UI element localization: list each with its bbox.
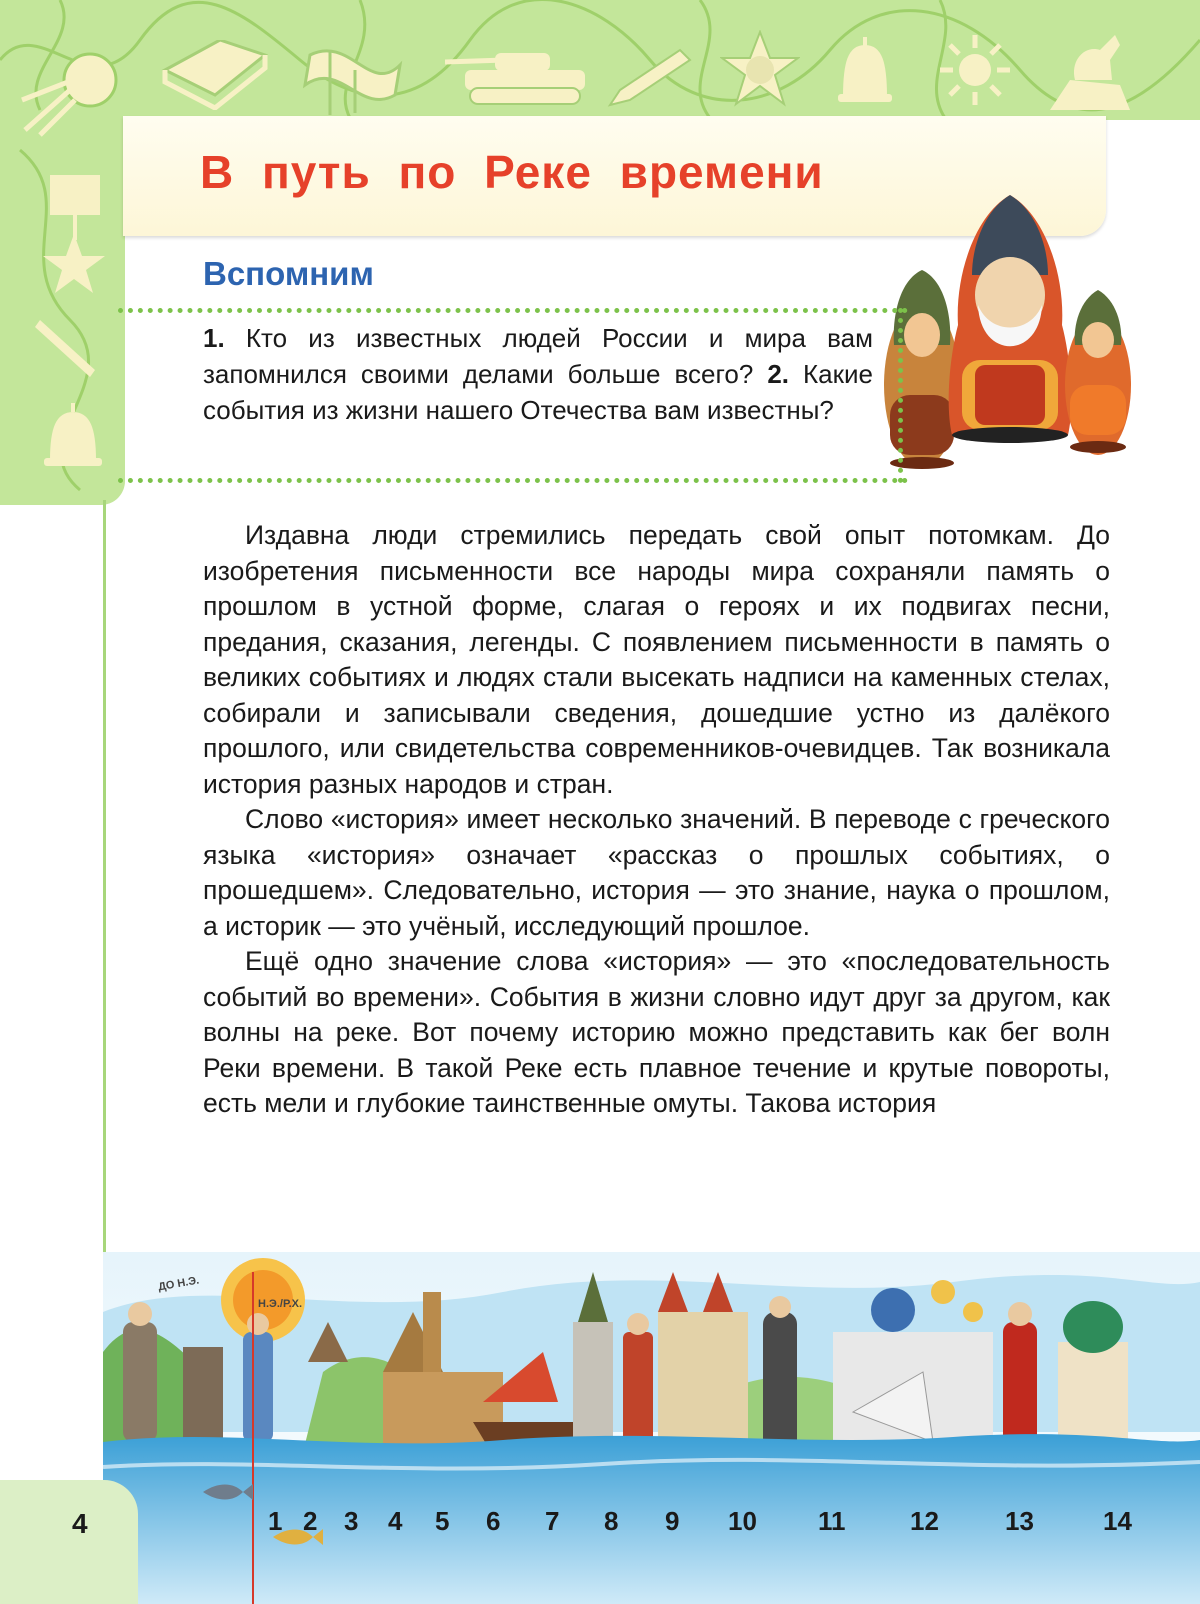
body-text [203, 518, 1110, 1122]
pencil-icon [605, 45, 695, 115]
question-2-number: 2. [767, 359, 789, 389]
paragraph-2: Слово «история» имеет несколько значений. В переводе с греческого языка «история» означает «рассказ о прошлых событиях, о прошедшем». Следовательно, история — это знание, наука о прошлом, а историк — это учёный, исследующий прошлое. [203, 804, 1110, 941]
timeline-number: 9 [665, 1506, 680, 1536]
matryoshka-dolls-image [880, 185, 1140, 470]
bronze-horseman-icon [1040, 25, 1140, 115]
pen-icon [35, 315, 105, 380]
timeline-number: 11 [818, 1506, 846, 1536]
ad-sign: Н.Э./Р.Х. [258, 1298, 303, 1310]
timeline-number: 12 [910, 1506, 939, 1536]
recall-border-top [118, 308, 908, 313]
page-title: В путь по Реке времени [200, 146, 824, 198]
recall-border-bottom [118, 478, 908, 483]
question-1-text: Кто из известных людей России и мира вам запомнился своими делами больше всего? [203, 323, 873, 389]
timeline-number: 14 [1103, 1506, 1132, 1536]
timeline-number: 7 [545, 1506, 560, 1536]
paragraph-3: Ещё одно значение слова «история» — это «последовательность событий во времени». События в жизни словно идут друг за другом, как волны на реке. Вот почему историю можно представить как бег волн Реки времени. В такой Реке есть плавное течение и крутые повороты, есть мели и глубокие таинственные омуты. Такова история [203, 946, 1110, 1118]
bell-icon-small [38, 400, 108, 475]
paragraph-1: Издавна люди стремились передать свой опыт потомкам. До изобретения письменности все народы мира сохраняли память о прошлом в устной форме, слагая о героях и их подвигах песни, предания, сказания, легенды. С появлением письменности в память о великих событиях и людях стали высекать надписи на каменных стелах, собирали и записывали сведения, дошедшие устно из далёкого прошлого, или свидетельства современников-очевидцев. Так возникала история разных народов и стран. [203, 520, 1110, 799]
sun-icon [935, 30, 1015, 110]
ribbon-icon [300, 35, 410, 115]
star-icon [42, 232, 107, 297]
timeline-number: 3 [344, 1506, 359, 1536]
question-2-text: Какие события из жизни нашего Отечества вам известны? [203, 359, 873, 425]
sputnik-icon [20, 30, 130, 140]
recall-questions [203, 320, 873, 428]
page-number: 4 [72, 1508, 88, 1539]
book-icon [160, 40, 270, 110]
timeline-number: 13 [1005, 1506, 1034, 1536]
recall-border-right [898, 308, 903, 483]
question-1-number: 1. [203, 323, 225, 353]
timeline-number: 10 [728, 1506, 757, 1536]
bell-icon [830, 32, 900, 112]
timeline-number: 6 [486, 1506, 501, 1536]
timeline-number: 4 [388, 1506, 403, 1536]
timeline-number: 2 [303, 1506, 318, 1536]
tank-icon [445, 48, 595, 108]
timeline-numbers [0, 1506, 1200, 1546]
recall-heading: Вспомним [203, 255, 374, 292]
bc-sign: ДО Н.Э. [157, 1274, 201, 1294]
timeline-number: 8 [604, 1506, 619, 1536]
timeline-number: 1 [268, 1506, 283, 1536]
order-star-icon [720, 30, 800, 110]
timeline-number: 5 [435, 1506, 450, 1536]
page-number-tab [0, 1480, 138, 1604]
